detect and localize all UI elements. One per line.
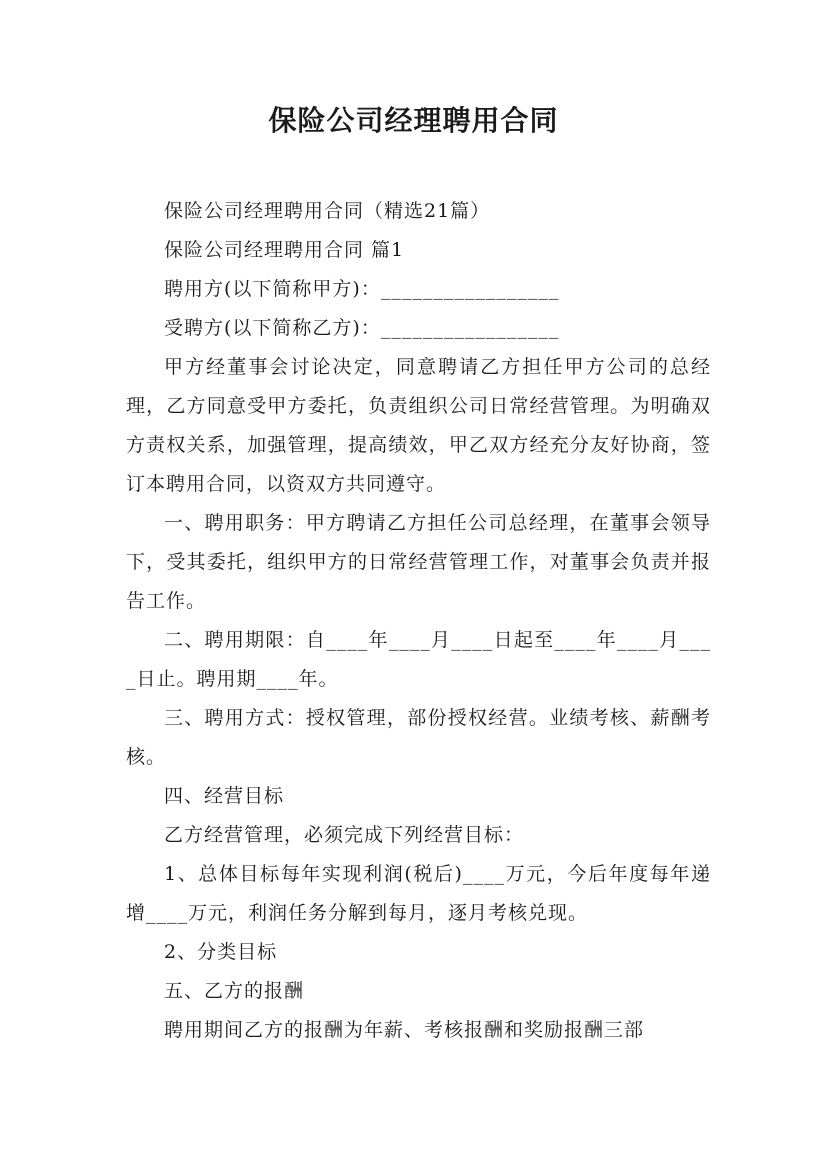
document-body <box>126 192 711 1050</box>
party-b-line: 受聘方(以下简称乙方)：_________________ <box>164 317 560 339</box>
targets-intro: 乙方经营管理，必须完成下列经营目标： <box>164 824 525 846</box>
preamble-paragraph: 甲方经董事会讨论决定，同意聘请乙方担任甲方公司的总经理，乙方同意受甲方委托，负责组织公司日常经营管理。为明确双方责权关系，加强管理，提高绩效，甲乙双方经充分友好协商，签订本聘用合同，以资双方共同遵守。 <box>126 356 711 495</box>
remuneration-paragraph: 聘用期间乙方的报酬为年薪、考核报酬和奖励报酬三部 <box>164 1019 645 1041</box>
section-heading: 保险公司经理聘用合同 篇1 <box>164 239 405 261</box>
target-category: 2、分类目标 <box>164 941 278 963</box>
target-overall: 1、总体目标每年实现利润(税后)____万元，今后年度每年递增____万元，利润任务分解到每月，逐月考核兑现。 <box>126 863 711 924</box>
document-title: 保险公司经理聘用合同 <box>268 104 559 137</box>
clause-targets-heading: 四、经营目标 <box>164 785 285 807</box>
clause-remuneration-heading: 五、乙方的报酬 <box>164 980 305 1002</box>
clause-position: 一、聘用职务：甲方聘请乙方担任公司总经理，在董事会领导下，受其委托，组织甲方的日常经营管理工作，对董事会负责并报告工作。 <box>126 512 711 612</box>
clause-term: 二、聘用期限：自____年____月____日起至____年____月____日止。聘用期____年。 <box>126 629 711 690</box>
party-a-line: 聘用方(以下简称甲方)：_________________ <box>164 278 560 300</box>
subtitle-line: 保险公司经理聘用合同（精选21篇） <box>164 200 491 222</box>
clause-method: 三、聘用方式：授权管理，部份授权经营。业绩考核、薪酬考核。 <box>126 707 711 768</box>
